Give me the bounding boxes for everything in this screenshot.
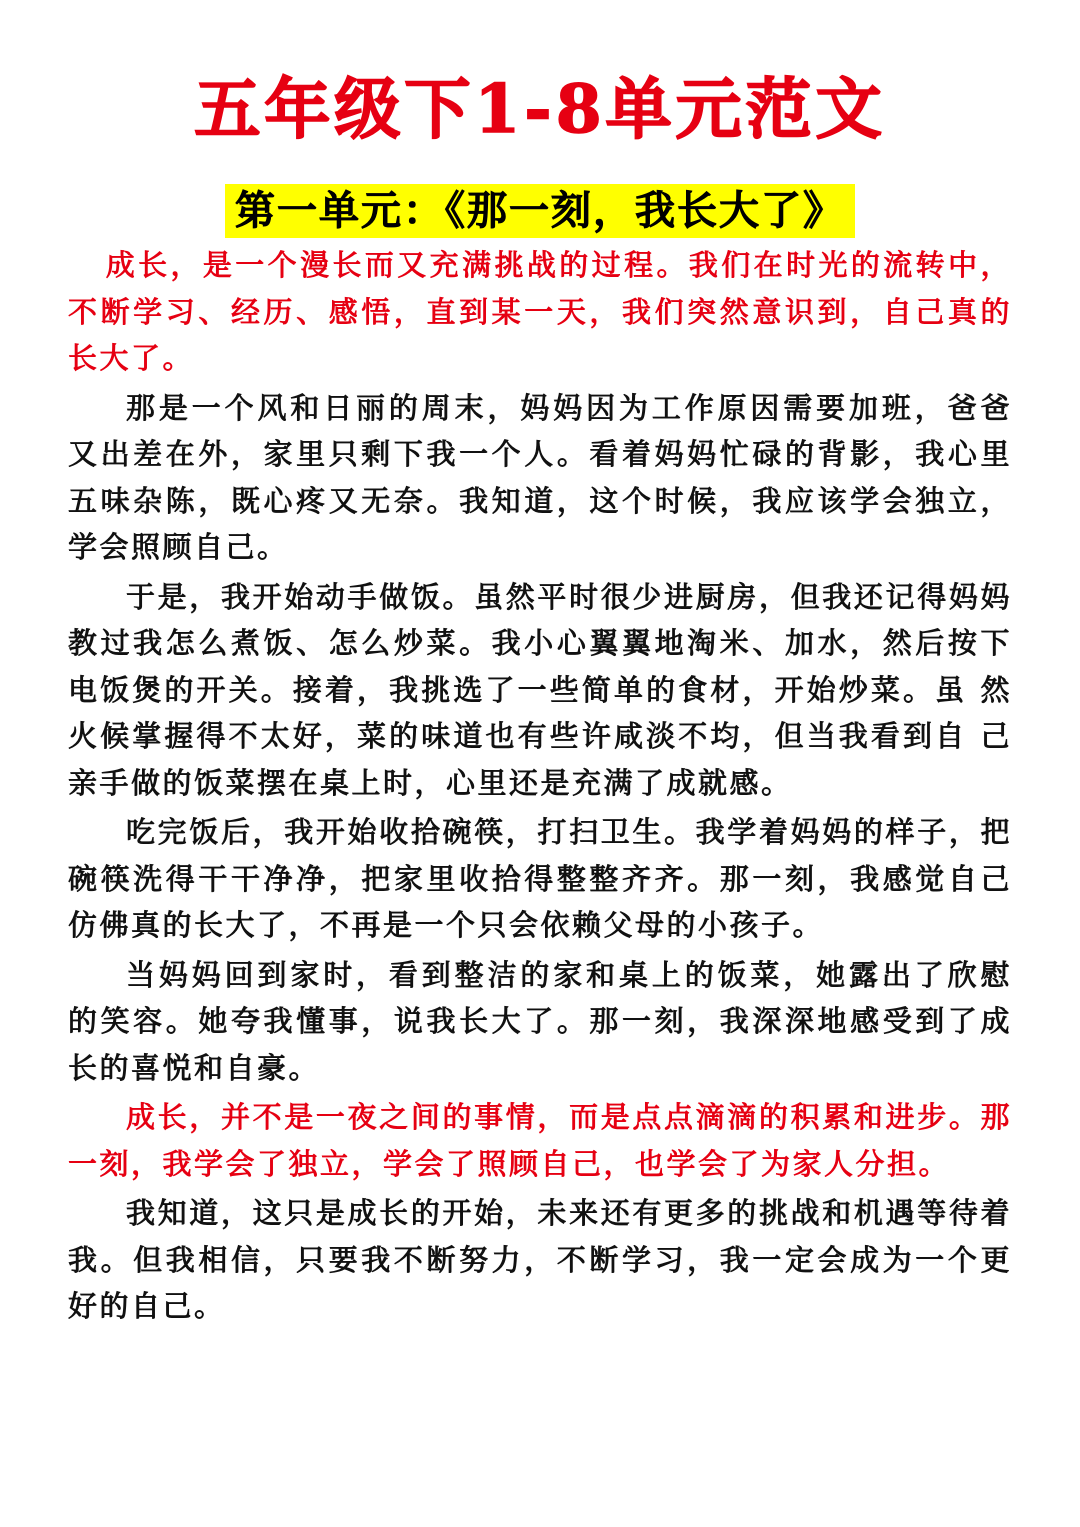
body-paragraph: 吃完饭后，我开始收拾碗筷，打扫卫生。我学着妈妈的样子，把碗筷洗得干干净净，把家里收拾得整整齐齐。那一刻，我感觉自己仿佛真的长大了，不再是一个只会依赖父母的小孩子。 [68,815,1012,942]
section-heading-wrap [68,184,1012,238]
body-paragraph: 当妈妈回到家时，看到整洁的家和桌上的饭菜，她露出了欣慰 的笑容。她夸我懂事，说我长大了。那一刻，我深深地感受到了成 长的喜悦和自豪。 [68,957,1012,1085]
body-paragraph: 于是，我开始动手做饭。虽然平时很少进厨房，但我还记得妈妈教过我怎么煮饭、怎么炒菜。我小心翼翼地淘米、加水，然后按下电饭煲的开关。接着，我挑选了一些简单的食材，开始炒菜。虽 然火候掌握得不太好，菜的味道也有些许咸淡不均，但当我看到自 己亲手做的饭菜摆在桌上时，心里还是充满了成就感。 [68,579,1012,800]
intro-paragraph: 成长，是一个漫长而又充满挑战的过程。我们在时光的流转中，不断学习、经历、感悟，直到某一天，我们突然意识到，自己真的长大了。 [68,248,1012,375]
closing-paragraph: 我知道，这只是成长的开始，未来还有更多的挑战和机遇等待着 我。但我相信，只要我不断努力，不断学习，我一定会成为一个更 好的自己。 [68,1196,1012,1323]
section-heading: 第一单元：《那一刻，我长大了》 [225,184,855,238]
emphasis-paragraph: 成长，并不是一夜之间的事情，而是点点滴滴的积累和进步。那一刻，我学会了独立，学会了照顾自己，也学会了为家人分担。 [68,1100,1012,1181]
body-paragraph: 那是一个风和日丽的周末，妈妈因为工作原因需要加班，爸爸 又出差在外，家里只剩下我一个人。看着妈妈忙碌的背影，我心里 五味杂陈，既心疼又无奈。我知道，这个时候，我应该学会独立， 学会照顾自己。 [68,390,1012,564]
page-title: 五年级下1-8单元范文 [194,70,886,148]
